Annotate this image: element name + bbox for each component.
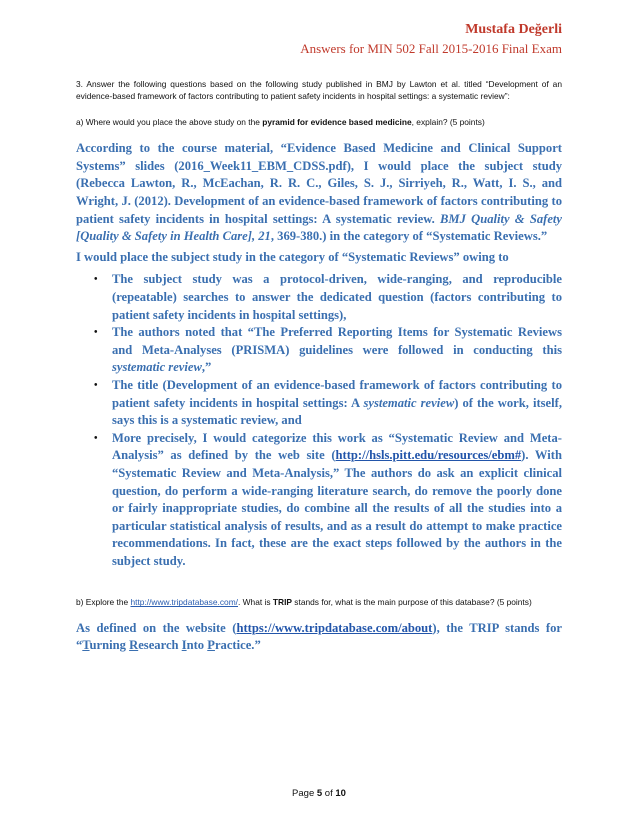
- a3b-pre: As defined on the website (: [76, 620, 237, 635]
- bullet-4-post: ). With “Systematic Review and Meta-Analysis,” The authors do ask an explicit clinical question, do perform a wide-ranging literature search, do remove the poorly done or fairly inappropriate studies, do combine all the results of all the studies into a particular statistical analysis of results, and as a result do attempt to make practice recommendations. In fact, these are the exact steps followed by the authors in the subject study.: [112, 448, 562, 568]
- list-item: [76, 324, 562, 377]
- bullet-1-text: The subject study was a protocol-driven, wide-ranging, and reproducible (repeatable) searches to answer the dedicated question (factors contributing to patient safety incidents in hospital settings),: [112, 272, 562, 322]
- q3b-post: stands for, what is the main purpose of this database? (5 points): [291, 597, 532, 608]
- bullet-3-italic: systematic review: [363, 395, 455, 410]
- bullet-2-italic: systematic review: [112, 360, 202, 375]
- page-footer: [0, 788, 638, 799]
- bullet-icon: •: [94, 327, 98, 339]
- a1-italic: BMJ Quality & Safety [Quality & Safety in Health Care], 21: [76, 211, 562, 244]
- exam-title: Answers for MIN 502 Fall 2015-2016 Final Exam: [300, 41, 562, 56]
- list-item: [76, 377, 562, 430]
- page-header: [300, 20, 562, 58]
- a1-post: , 369-380.) in the category of “Systematic Reviews.”: [270, 229, 548, 244]
- answer-3b: [76, 620, 562, 655]
- trip-letter-i: I: [181, 638, 187, 653]
- bullet-2-pre: The authors noted that “The Preferred Reporting Items for Systematic Reviews and Meta-Analyses (PRISMA) guidelines were followed in conducting this: [112, 325, 562, 357]
- question-3a: [76, 116, 562, 128]
- question-3: 3. Answer the following questions based on the following study published in BMJ by Lawton et al. titled “Development of an evidence-based framework of factors contributing to patient safety incidents in hospital settings: a systematic review”:: [76, 79, 562, 102]
- q3b-bold: TRIP: [272, 597, 292, 608]
- answer-3a-paragraph-2: I would place the subject study in the category of “Systematic Reviews” owing to: [76, 249, 509, 264]
- bullet-icon: •: [94, 379, 98, 391]
- bullet-3-pre: The title (Development of an evidence-based framework of factors contributing to patient safety incidents in hospital settings: A: [112, 377, 562, 410]
- bullet-4-pre: More precisely, I would categorize this work as “Systematic Review and Meta-Analysis” as defined by the web site (: [112, 430, 562, 463]
- trip-word-3: nto: [186, 638, 208, 653]
- q3a-pre: a) Where would you place the above study on the: [76, 116, 263, 127]
- reason-list: [76, 271, 562, 570]
- trip-word-1: urning: [89, 638, 130, 653]
- answer-3a-paragraph-1: [76, 140, 562, 246]
- bullet-icon: •: [94, 432, 98, 444]
- page-label: Page: [292, 788, 317, 799]
- page-total: 10: [335, 788, 346, 799]
- trip-word-2: esearch: [138, 638, 182, 653]
- question-3b: [76, 596, 562, 608]
- q3b-pre: b) Explore the: [76, 597, 131, 608]
- list-item: [76, 271, 562, 324]
- trip-about-link[interactable]: https://www.tripdatabase.com/about: [236, 620, 433, 635]
- trip-letter-p: P: [207, 638, 215, 653]
- bullet-2-post: ,”: [201, 360, 212, 375]
- bullet-3-post: ) of the work, itself, says this is a systematic review, and: [112, 395, 562, 428]
- trip-word-4: ractice.”: [214, 638, 261, 653]
- list-item: [76, 430, 562, 571]
- ebm-resource-link[interactable]: http://hsls.pitt.edu/resources/ebm#: [335, 448, 522, 463]
- a1-pre: According to the course material, “Evidence Based Medicine and Clinical Support Systems” slides (2016_Week11_EBM_CDSS.pdf), I would place the subject study (Rebecca Lawton, R., McEachan, R. R. C., Giles, S. J., Sirriyeh, R., Watt, I. S., and Wright, J. (2012). Development of an evidence-based framework of factors contributing to patient safety incidents in hospital settings: A systematic review.: [76, 141, 562, 226]
- trip-letter-r: R: [129, 638, 139, 653]
- trip-letter-t: T: [82, 638, 90, 653]
- page-current: 5: [316, 788, 323, 799]
- q3a-bold: pyramid for evidence based medicine: [262, 116, 412, 127]
- q3b-mid: . What is: [238, 597, 273, 608]
- tripdatabase-link[interactable]: http://www.tripdatabase.com/: [130, 597, 238, 608]
- page-of: of: [322, 788, 336, 799]
- a3b-mid: ), the TRIP stands for “: [76, 620, 562, 653]
- document-body: [76, 78, 562, 655]
- q3a-post: , explain? (5 points): [411, 116, 485, 127]
- bullet-icon: •: [94, 274, 98, 286]
- author-name: Mustafa Değerli: [465, 22, 562, 37]
